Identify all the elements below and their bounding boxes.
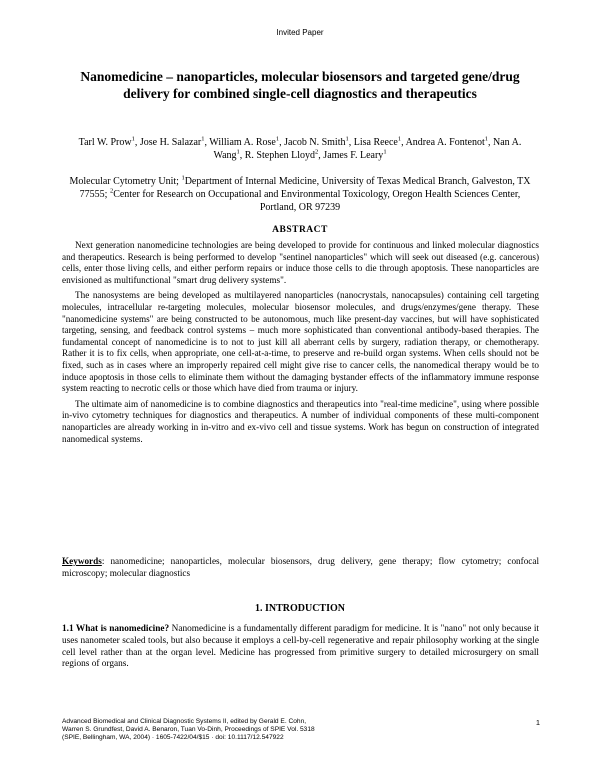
affiliations <box>64 175 536 214</box>
author-affiliation-sup: 1 <box>275 135 280 143</box>
author-name: Jacob N. Smith <box>284 137 346 148</box>
author-list <box>72 136 528 162</box>
abstract-paragraph: Next generation nanomedicine technologies are being developed to provide for continuous and linked molecular diagnostics and therapeutics. Research is being performed to develop "sentinel nanoparticles" which will seek out diseased (e.g. cancerous) cells, enter those living cells, and either perform repairs or induce those cells to die through apoptosis. These nanoparticles are envisioned as multifunctional "smart drug delivery systems". <box>62 240 539 285</box>
author-name: Tarl W. Prow <box>78 137 132 148</box>
abstract-body <box>62 240 539 449</box>
author-name: Lisa Reece <box>353 137 398 148</box>
author-name: Jose H. Salazar <box>139 137 202 148</box>
intro-text: Nanomedicine is a fundamentally different paradigm for medicine. It is "nano" not only because it uses nanometer scaled tools, but also because it employs a cell-by-cell regenerative and repair philosophy working at the single cell level rather than at the organ level. Medicine has progressed from primitive surgery to detailed microsurgery on small regions of organs. <box>62 624 539 670</box>
affiliation-sup-2: 2 <box>109 187 114 195</box>
keywords-label: Keywords <box>62 556 102 566</box>
subsection-heading: 1.1 What is nanomedicine? <box>62 624 170 634</box>
author-separator: , <box>348 137 354 148</box>
author-affiliation-sup: 1 <box>201 135 205 143</box>
author-name: William A. Rose <box>209 137 276 148</box>
author-affiliation-sup: 1 <box>383 148 387 156</box>
author-separator: , <box>134 137 140 148</box>
author-separator: , <box>279 137 285 148</box>
author-affiliation-sup: 1 <box>131 135 135 143</box>
affiliation-unit: Molecular Cytometry Unit; <box>69 176 179 187</box>
intro-paragraph <box>62 624 539 671</box>
author-separator: , <box>401 137 406 148</box>
affiliation-sup-1: 1 <box>181 174 185 182</box>
author-name: Nan A. Wang <box>213 137 522 161</box>
author-affiliation-sup: 1 <box>397 135 402 143</box>
author-separator: , <box>239 150 245 161</box>
citation-footer <box>62 718 482 742</box>
affiliation-dept-1: Department of Internal Medicine, University of Texas Medical Branch, Galveston, TX 77555; <box>79 176 531 200</box>
abstract-paragraph: The nanosystems are being developed as multilayered nanoparticles (nanocrystals, nanocapsules) containing cell targeting molecules, intracellular re-targeting molecules, molecular biosensor molecules, and drugs/enzymes/gene therapy. These "nanomedicine systems" are being constructed to be autonomous, much like present-day vaccines, but will have sophisticated targeting, sensing, and feedback control systems – much more sophisticated than conventional antibody-based therapies. The fundamental concept of nanomedicine is to not to just kill all aberrant cells by surgery, radiation therapy, or chemotherapy. Rather it is to fix cells, when appropriate, one cell-at-a-time, to preserve and re-build organ systems. When cells should not be fixed, such as in cases where an improperly repaired cell might give rise to cancer cells, the nanomedical therapy would be to induce apoptosis in those cells to eliminate them without the damaging bystander effects of the inflammatory immune response system reacting to necrotic cells or those which have died from trauma or injury. <box>62 290 539 394</box>
keywords <box>62 556 539 579</box>
author-affiliation-sup: 2 <box>315 148 319 156</box>
author-affiliation-sup: 1 <box>345 135 349 143</box>
keywords-text: : nanomedicine; nanoparticles, molecular biosensors, drug delivery, gene therapy; flow cytometry; confocal microscopy; molecular diagnostics <box>62 556 539 578</box>
author-affiliation-sup: 1 <box>236 148 240 156</box>
author-name: R. Stephen Lloyd <box>244 150 316 161</box>
author-separator: , <box>487 137 493 148</box>
page-header: Invited Paper <box>276 28 324 37</box>
abstract-paragraph: The ultimate aim of nanomedicine is to combine diagnostics and therapeutics into "real-time medicine", using where possible in-vivo cytometry techniques for diagnostics and therapeutics. A number of individual components of these multi-component nanoparticles are already working in in-vitro and ex-vivo cell and tissue systems. Work has begun on construction of integrated nanomedical systems. <box>62 398 539 444</box>
author-name: James F. Leary <box>323 150 384 161</box>
author-name: Andrea A. Fontenot <box>405 137 485 148</box>
section-heading-introduction: 1. INTRODUCTION <box>254 603 345 614</box>
footer-line: Warren S. Grundfest, David A. Benaron, Tuan Vo-Dinh, Proceedings of SPIE Vol. 5318 <box>62 726 315 733</box>
page-number: 1 <box>535 718 540 727</box>
footer-line: Advanced Biomedical and Clinical Diagnostic Systems II, edited by Gerald E. Cohn, <box>62 718 307 725</box>
affiliation-dept-2: Center for Research on Occupational and Environmental Toxicology, Oregon Health Sciences Center, Portland, OR 97239 <box>113 189 521 213</box>
footer-line: (SPIE, Bellingham, WA, 2004) · 1605-7422/04/$15 · doi: 10.1117/12.547922 <box>62 734 284 741</box>
author-affiliation-sup: 1 <box>484 135 488 143</box>
author-separator: , <box>318 150 324 161</box>
paper-title: Nanomedicine – nanoparticles, molecular biosensors and targeted gene/drug delivery for combined single-cell diagnostics and therapeutics <box>80 69 520 101</box>
abstract-heading: ABSTRACT <box>272 225 328 235</box>
author-separator: , <box>204 137 210 148</box>
